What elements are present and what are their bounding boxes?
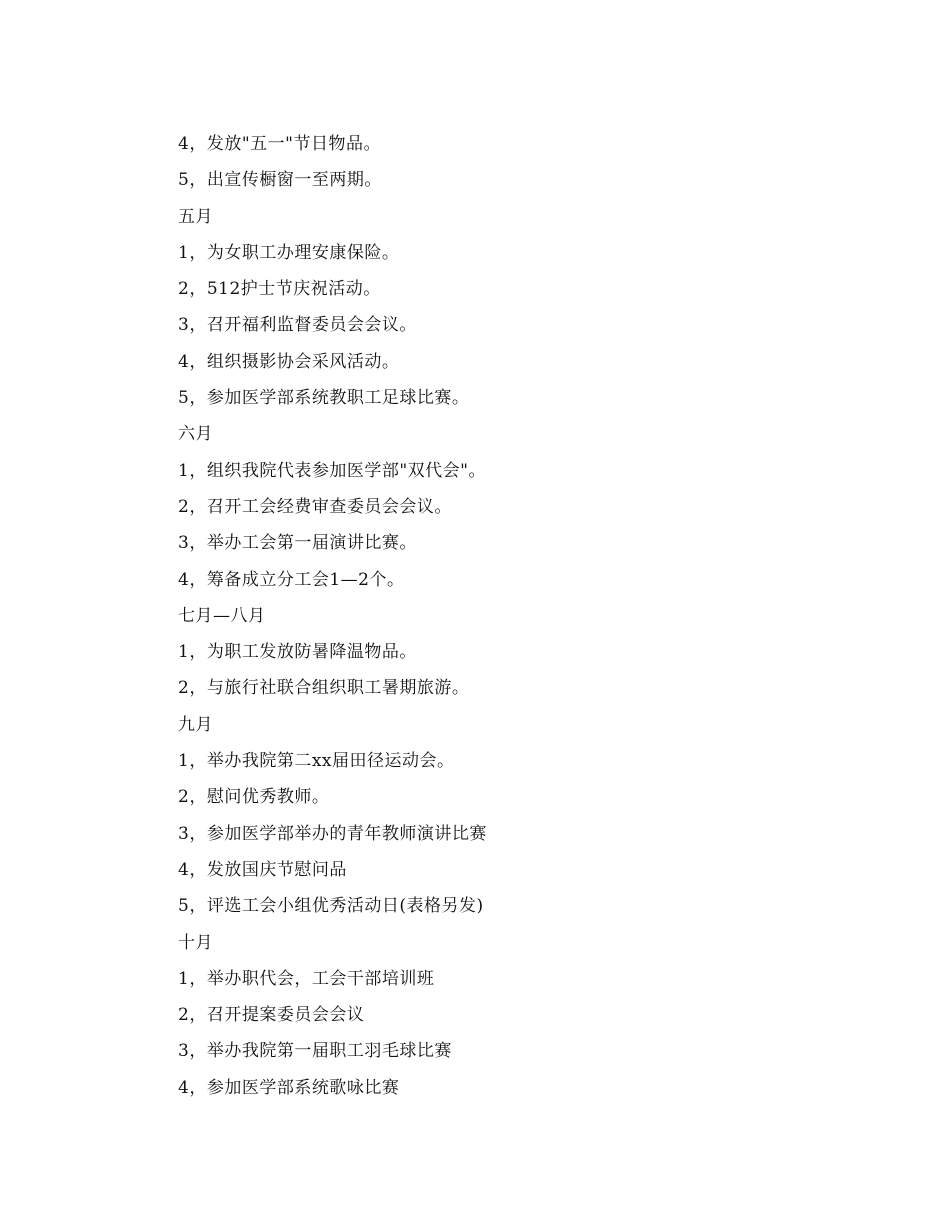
list-item: 3，参加医学部举办的青年教师演讲比赛 <box>178 823 487 844</box>
list-item: 4，参加医学部系统歌咏比赛 <box>178 1077 400 1098</box>
list-item: 4，发放国庆节慰问品 <box>178 859 347 880</box>
list-item: 1，举办职代会，工会干部培训班 <box>178 968 435 989</box>
list-item: 2，慰问优秀教师。 <box>178 787 330 808</box>
list-item: 2，召开工会经费审查委员会会议。 <box>178 496 452 517</box>
list-item: 5，出宣传橱窗一至两期。 <box>178 170 382 191</box>
list-item: 3，召开福利监督委员会会议。 <box>178 315 417 336</box>
list-item: 2，与旅行社联合组织职工暑期旅游。 <box>178 678 470 699</box>
list-item: 2，512护士节庆祝活动。 <box>178 279 381 300</box>
list-item: 5，参加医学部系统教职工足球比赛。 <box>178 388 470 409</box>
list-item: 1，为女职工办理安康保险。 <box>178 242 400 263</box>
section-heading: 五月 <box>178 206 213 227</box>
section-heading: 六月 <box>178 424 213 445</box>
section-heading: 九月 <box>178 714 213 735</box>
list-item: 3，举办我院第一届职工羽毛球比赛 <box>178 1041 452 1062</box>
list-item: 4，组织摄影协会采风活动。 <box>178 351 400 372</box>
list-item: 4，发放"五一"节日物品。 <box>178 134 381 154</box>
list-item: 1，举办我院第二xx届田径运动会。 <box>178 751 455 772</box>
list-item: 5，评选工会小组优秀活动日(表格另发) <box>178 896 484 917</box>
list-item: 4，筹备成立分工会1—2个。 <box>178 569 405 590</box>
list-item: 1，为职工发放防暑降温物品。 <box>178 642 417 663</box>
list-item: 1，组织我院代表参加医学部"双代会"。 <box>178 460 486 481</box>
section-heading: 七月—八月 <box>178 605 266 626</box>
list-item: 3，举办工会第一届演讲比赛。 <box>178 533 417 554</box>
document-body <box>178 126 878 1106</box>
list-item: 2，召开提案委员会会议 <box>178 1005 365 1026</box>
section-heading: 十月 <box>178 932 213 953</box>
